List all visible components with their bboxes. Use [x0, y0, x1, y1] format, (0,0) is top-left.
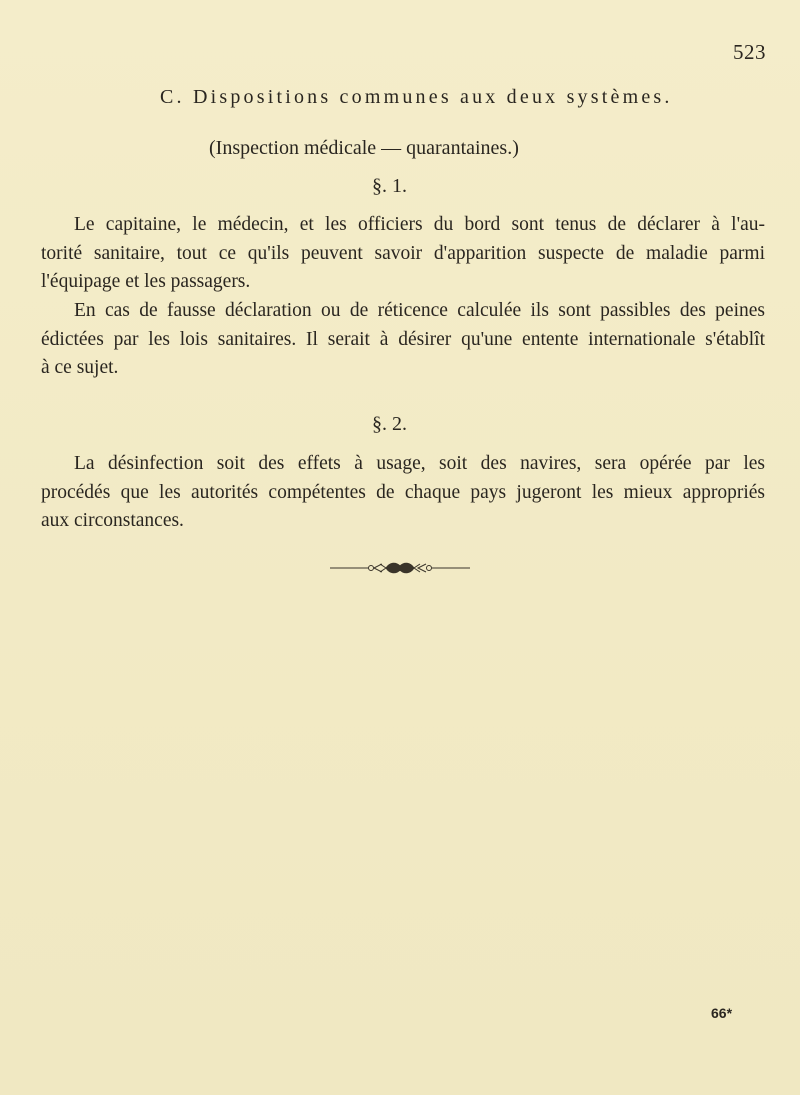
text-line: La désinfection soit des effets à usage, soit des navires, sera opérée par les	[74, 453, 765, 474]
text-line: à ce sujet.	[41, 357, 119, 378]
paragraph-1-1	[41, 211, 765, 297]
paragraph-1-2	[41, 297, 765, 383]
text-line: l'équipage et les passagers.	[41, 271, 251, 292]
text-line: torité sanitaire, tout ce qu'ils peuvent savoir d'apparition suspecte de maladie parmi	[41, 242, 765, 264]
text-line: En cas de fausse déclaration ou de réticence calculée ils sont passibles des peines	[74, 300, 765, 321]
section-subtitle: (Inspection médicale — quarantaines.)	[209, 137, 519, 159]
page-number: 523	[733, 40, 766, 64]
sheet-signature: 66*	[711, 1005, 733, 1021]
paragraph-number-2: §. 2.	[372, 413, 407, 435]
text-line: Le capitaine, le médecin, et les officiers du bord sont tenus de déclarer à l'au-	[74, 214, 765, 235]
typographic-flourish-icon	[330, 560, 470, 576]
paragraph-2-1	[41, 450, 765, 536]
text-line: aux circonstances.	[41, 510, 184, 531]
section-title: C. Dispositions communes aux deux systèmes.	[160, 86, 673, 108]
text-line: édictées par les lois sanitaires. Il serait à désirer qu'une entente internationale s'établît	[41, 328, 765, 350]
text-line: procédés que les autorités compétentes de chaque pays jugeront les mieux appropriés	[41, 481, 765, 503]
paragraph-number-1: §. 1.	[372, 175, 407, 197]
